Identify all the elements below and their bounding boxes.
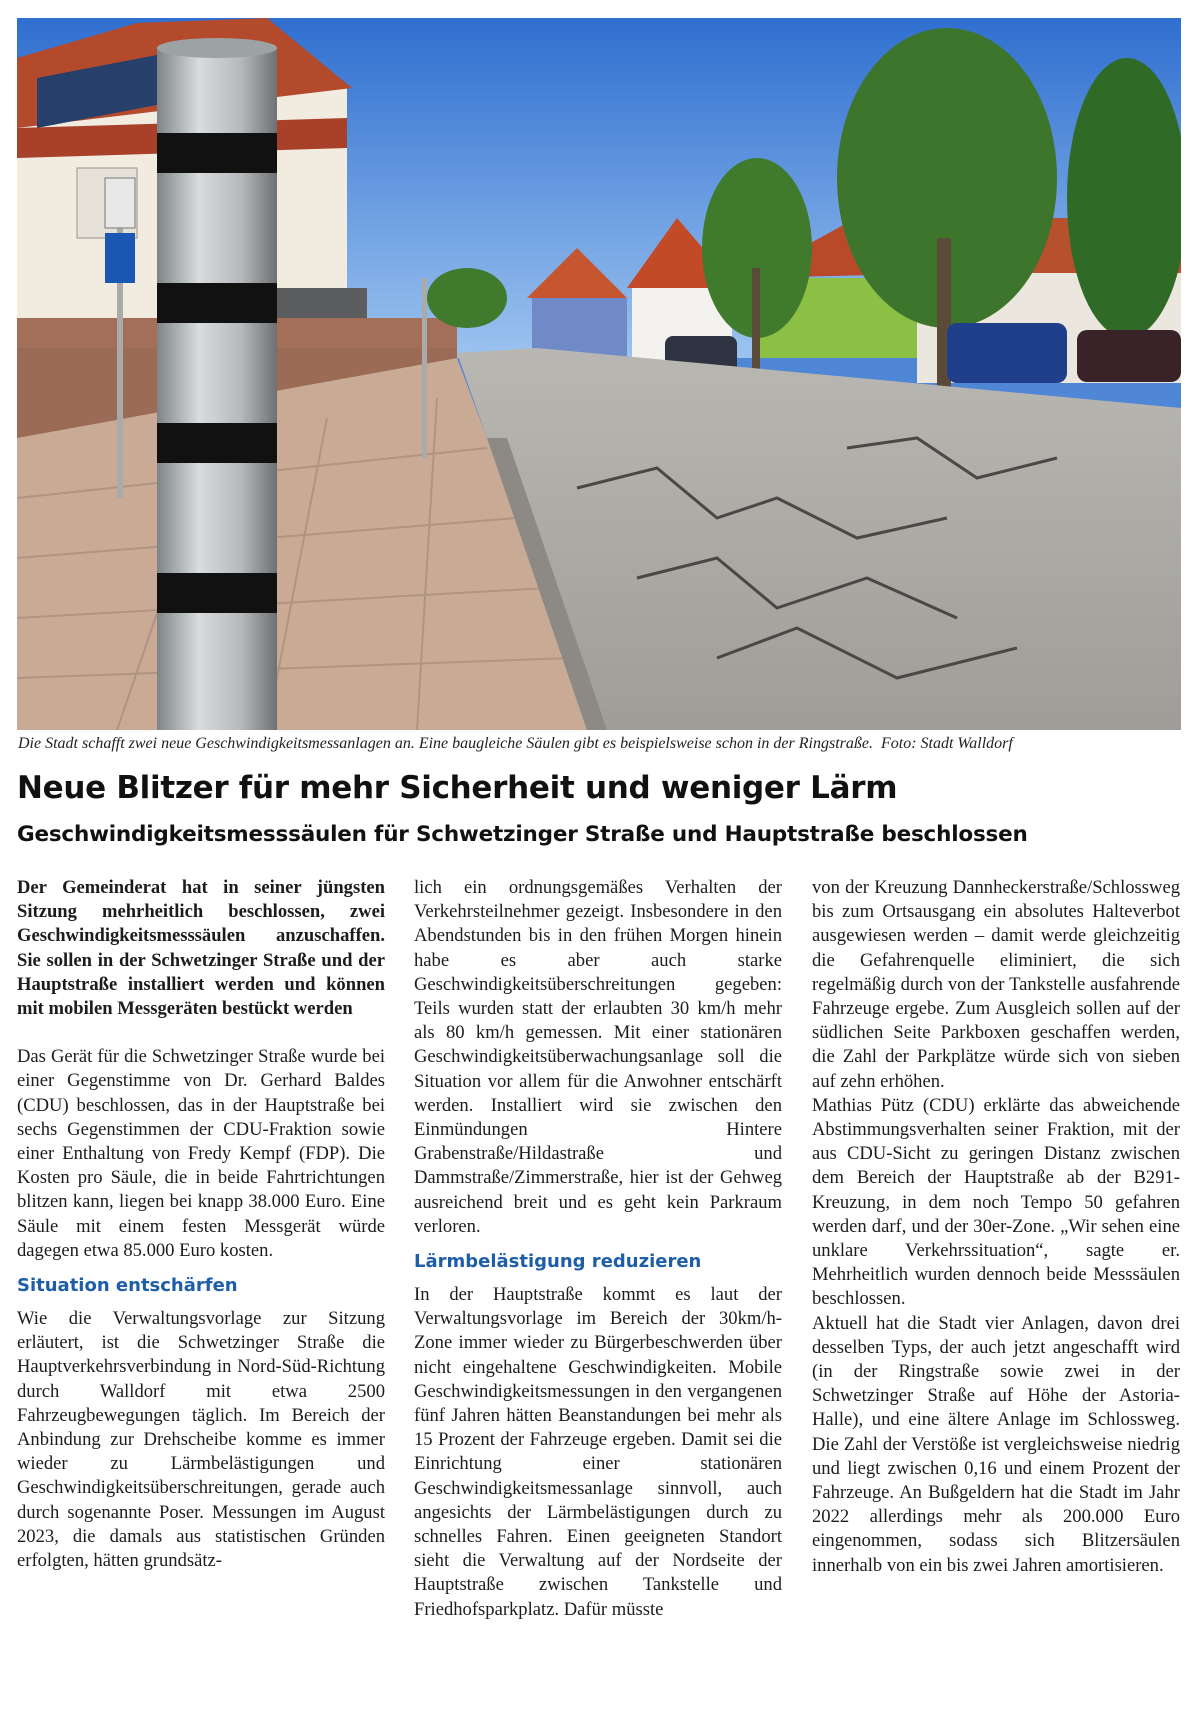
body-paragraph: Wie die Verwaltungsvorlage zur Sitzung erläutert, ist die Schwetzinger Straße die Hauptverkehrsverbindung in Nord-Süd-Richtung durch Walldorf mit etwa 2500 Fahrzeugbewegungen täglich. Im Bereich der Anbindung zur Drehscheibe komme es immer wieder zu Lärmbelästigungen und Geschwindigkeitsüberschreitungen, gerade auch durch sogenannte Poser. Messungen im August 2023, die damals aus statistischen Gründen erfolgten, hätten grundsätz- [17,1308,385,1572]
body-paragraph: lich ein ordnungsgemäßes Verhalten der Verkehrsteilnehmer gezeigt. Insbesondere in den Abendstunden bis in den frühen Morgen hinein habe es aber auch starke Geschwindigkeitsüberschreitungen gegeben: Teils wurden statt der erlaubten 30 km/h mehr als 80 km/h gemessen. Mit einer stationären Geschwindigkeitsüberwachungsanlage soll die Situation vor allem für die Anwohner entschärft werden. Installiert wird sie zwischen den Einmündungen Hintere Grabenstraße/Hildastraße und Dammstraße/Zimmerstraße, hier ist der Gehweg ausreichend breit und es geht kein Parkraum verloren. [414,877,782,1237]
article-column-1 [17,876,385,1573]
lead-paragraph: Der Gemeinderat hat in seiner jüngsten Sitzung mehrheitlich beschlossen, zwei Geschwindigkeitsmesssäulen anzuschaffen. Sie sollen in der Schwetzinger Straße und der Hauptstraße installiert werden und können mit mobilen Messgeräten bestückt werden [17,877,385,1020]
section-heading: Situation entschärfen [17,1275,238,1297]
photo-caption [18,735,1188,753]
article-subheadline: Geschwindigkeitsmesssäulen für Schwetzinger Straße und Hauptstraße beschlossen [17,822,1028,847]
body-paragraph: In der Hauptstraße kommt es laut der Verwaltungsvorlage im Bereich der 30km/h-Zone immer wieder zu Bürgerbeschwerden über nicht eingehaltene Geschwindigkeiten. Mobile Geschwindigkeitsmessungen in den vergangenen fünf Jahren hätten Beanstandungen bei mehr als 15 Prozent der Fahrzeuge ergeben. Damit sei die Einrichtung einer stationären Geschwindigkeitsmessanlage sinnvoll, auch angesichts der Lärmbelästigungen durch zu schnelles Fahren. Einen geeigneten Standort sieht die Verwaltung auf der Nordseite der Hauptstraße zwischen Tankstelle und Friedhofsparkplatz. Dafür müsste [414,1284,782,1620]
caption-text: Die Stadt schafft zwei neue Geschwindigkeitsmessanlagen an. Eine baugleiche Säulen gibt es beispielsweise schon in der Ringstraße. [18,735,873,752]
article-headline: Neue Blitzer für mehr Sicherheit und weniger Lärm [17,770,898,806]
section-heading: Lärmbelästigung reduzieren [414,1251,702,1273]
body-paragraph: Aktuell hat die Stadt vier Anlagen, davon drei desselben Typs, der auch jetzt angeschafft wird (in der Ringstraße sowie zwei in der Schwetzinger Straße auf Höhe der Astoria-Halle), und eine ältere Anlage im Schlossweg. Die Zahl der Verstöße ist vergleichsweise niedrig und liegt zwischen 0,16 und einem Prozent der Fahrzeuge. An Bußgeldern hat die Stadt im Jahr 2022 allerdings mehr als 200.000 Euro eingenommen, sodass sich Blitzersäulen innerhalb von ein bis zwei Jahren amortisieren. [812,1312,1180,1576]
photo-credit: Foto: Stadt Walldorf [880,735,1013,752]
article-column-3 [812,876,1180,1578]
body-paragraph: Das Gerät für die Schwetzinger Straße wurde bei einer Gegenstimme von Dr. Gerhard Baldes (CDU) beschlossen, das in der Hauptstraße bei sechs Gegenstimmen der CDU-Fraktion sowie einer Enthaltung von Fredy Kempf (FDP). Die Kosten pro Säule, die in beide Fahrtrichtungen blitzen kann, liegen bei knapp 38.000 Euro. Eine Säule mit einem festen Messgerät würde dagegen etwa 85.000 Euro kosten. [17,1046,385,1261]
article-column-2 [414,876,782,1622]
speed-camera-street-photo [17,18,1181,730]
body-paragraph: Mathias Pütz (CDU) erklärte das abweichende Abstimmungsverhalten seiner Fraktion, mit der aus CDU-Sicht zu geringen Distanz zwischen dem Bereich der Hauptstraße ab der B291-Kreuzung, in dem noch Tempo 50 gefahren werden darf, und der 30er-Zone. „Wir sehen eine unklare Verkehrssituation“, sagte er. Mehrheitlich wurden dennoch beide Messsäulen beschlossen. [812,1094,1180,1310]
article-photo [17,18,1181,730]
body-paragraph: von der Kreuzung Dannheckerstraße/Schlossweg bis zum Ortsausgang ein absolutes Halteverbot ausgewiesen werden – damit werde gleichzeitig die Gefahrenquelle eliminiert, die sich regelmäßig durch von der Tankstelle ausfahrende Fahrzeuge ergebe. Zum Ausgleich sollen auf der südlichen Seite Parkboxen geschaffen werden, die Zahl der Parkplätze würde sich von sieben auf zehn erhöhen. [812,877,1180,1092]
